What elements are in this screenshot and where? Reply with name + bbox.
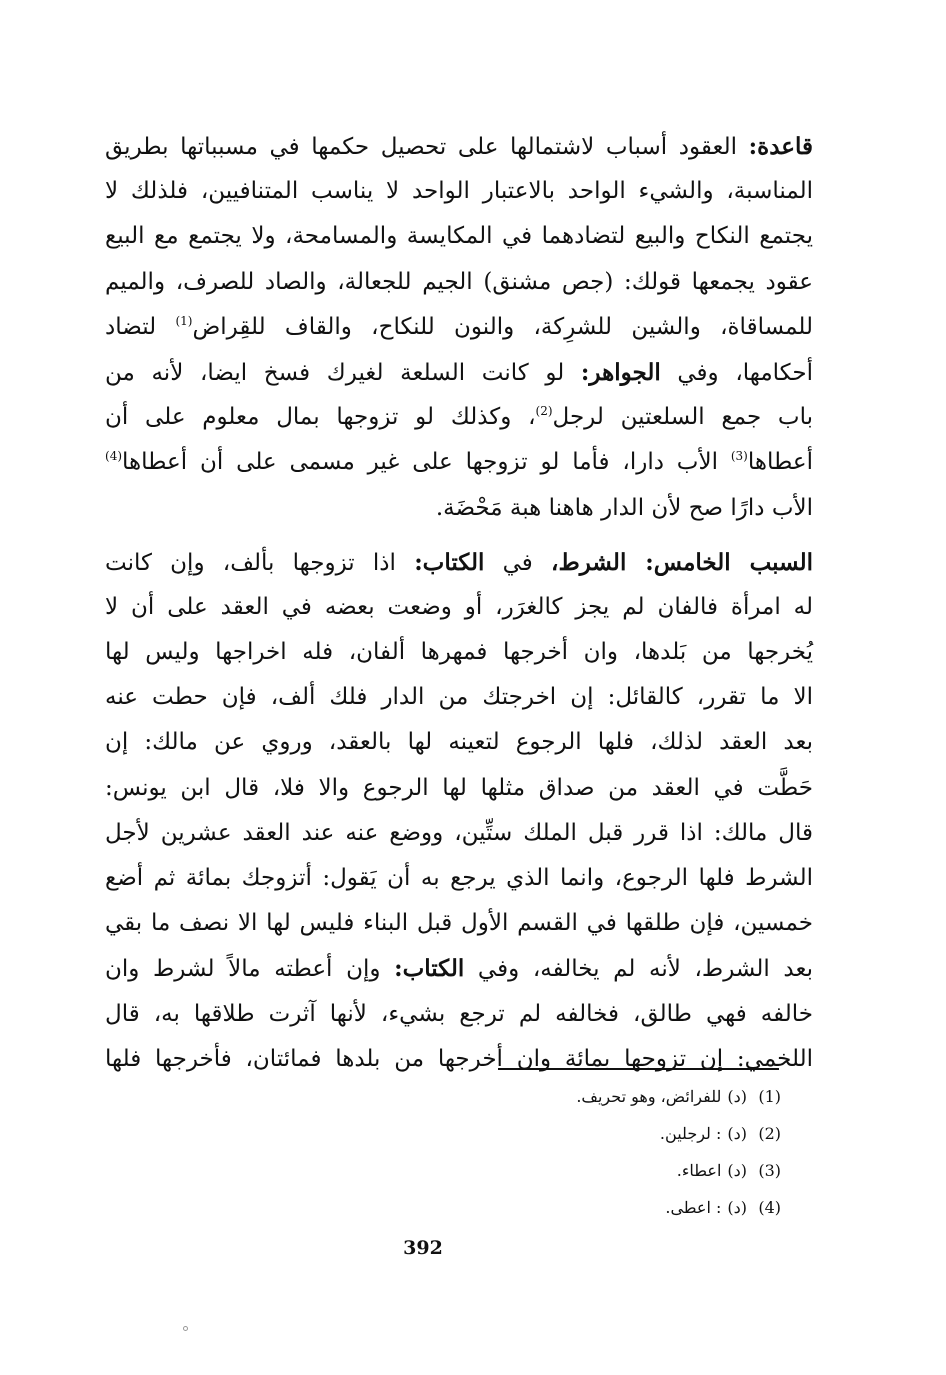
text-line: قاعدة: العقود أسباب لاشتمالها على تحصيل حكمها في مسبباتها بطريق (105, 133, 813, 160)
footnote (361, 1189, 781, 1226)
text-line: قال مالك: اذا قرر قبل الملك ستِّين، ووضع عنه عند العقد عشرين لأجل (105, 819, 813, 846)
footnote-ref: (1) (175, 313, 193, 328)
footnote-source: (د) (727, 1124, 747, 1143)
footnote (361, 1152, 781, 1189)
text-line: السبب الخامس: الشرط، في الكتاب: اذا تزوجها بألف، وإن كانت (105, 548, 814, 576)
footnote (361, 1078, 781, 1115)
footnote-number: (3) (758, 1161, 781, 1180)
text-line: أعطاها$^{(3)}$ الأب دارا، فأما لو تزوجها على غير مسمى على أن أعطاها$^{(4)}$ (105, 449, 813, 476)
footnote-ref: (2) (535, 404, 553, 419)
text-line: خالفه فهي طالق، فخالفه لم ترجع بشيء، لأنها آثرت طلاقها به، قال (105, 1000, 813, 1027)
footnote-number: (2) (758, 1124, 781, 1143)
text-line: له امرأة فالفان لم يجز كالغرَر، أو وضعت بعضه في العقد على أن لا (105, 593, 813, 620)
footnote-text: : لرجلين. (659, 1124, 722, 1143)
source-name: الكتاب: (414, 548, 485, 576)
text-line: يجتمع النكاح والبيع لتضادهما في المكايسة والمسامحة، ولا يجتمع مع البيع (105, 223, 813, 250)
text-line: باب جمع السلعتين لرجل$^{(2)}$، وكذلك لو تزوجها بمال معلوم على أن (105, 404, 813, 431)
footnote-number: (4) (758, 1198, 781, 1217)
text-line: بعد العقد لذلك، فلها الرجوع لتعينه لها بالعقد، وروي عن مالك: إن (105, 729, 813, 756)
main-text (105, 124, 813, 1082)
source-name: الجواهر: (580, 358, 661, 386)
footnote-divider (498, 1068, 779, 1070)
text-line: خمسين، فإن طلقها في القسم الأول قبل البناء فليس لها الا نصف ما بقي (105, 910, 813, 937)
text-line: اللخمي: إن تزوجها بمائة وان أخرجها من بلدها فمائتان، فأخرجها فلها (105, 1045, 813, 1072)
footnote-text: : اعطى. (665, 1198, 722, 1217)
footnote-source: (د) (727, 1087, 747, 1106)
text-line: الا ما تقرر، كالقائل: إن اخرجتك من الدار فلك ألف، فإن حطت عنه (105, 684, 813, 711)
section-heading: السبب الخامس: الشرط، (551, 548, 814, 576)
paragraph-gap (105, 531, 813, 540)
footnote (361, 1115, 781, 1152)
footnote-source: (د) (727, 1161, 747, 1180)
text-line: أحكامها، وفي الجواهر: لو كانت السلعة لغيرك فسخ ايضا، لأنه من (105, 358, 813, 386)
text-line: الشرط فلها الرجوع، وانما الذي يرجع به أن يَقول: أتزوجك بمائة ثم أضع (105, 865, 813, 891)
footnotes (361, 1078, 781, 1226)
text-line: يُخرجها من بَلدها، وان أخرجها فمهرها ألفان، فله اخراجها وليس لها (105, 639, 813, 666)
rule-heading: قاعدة: (748, 133, 813, 160)
footnote-text: للفرائض، وهو تحريف. (576, 1087, 722, 1106)
text-line: الأب دارًا صح لأن الدار هاهنا هبة مَحْضَة. (435, 494, 813, 521)
text-line: حَطَّت في العقد من صداق مثلها لها الرجوع والا فلا، قال ابن يونس: (105, 774, 813, 801)
paragraph-rule (105, 124, 813, 531)
source-name: الكتاب: (394, 955, 465, 983)
text-line: بعد الشرط، لأنه لم يخالفه، وفي الكتاب: وإن أعطته مالاً لشرط وان (105, 955, 813, 983)
text-line: للمساقاة، والشين للشرِكة، والنون للنكاح، والقاف للقِراض$^{(1)}$ لتضاد (105, 313, 814, 340)
footnote-ref: (3) (730, 449, 748, 464)
footnote-source: (د) (727, 1198, 747, 1217)
footnote-number: (1) (758, 1087, 781, 1106)
page-number: 392 (403, 1237, 443, 1259)
scan-speck (183, 1326, 188, 1331)
paragraph-fifth-cause (105, 540, 813, 1082)
footnote-ref: (4) (105, 449, 123, 464)
footnote-text: اعطاء. (676, 1161, 722, 1180)
text-line: عقود يجمعها قولك: (جص مشنق) الجيم للجعالة، والصاد للصرف، والميم (105, 268, 813, 295)
text-line: المناسبة، والشيء الواحد بالاعتبار الواحد لا يناسب المتنافيين، فلذلك لا (105, 178, 813, 205)
